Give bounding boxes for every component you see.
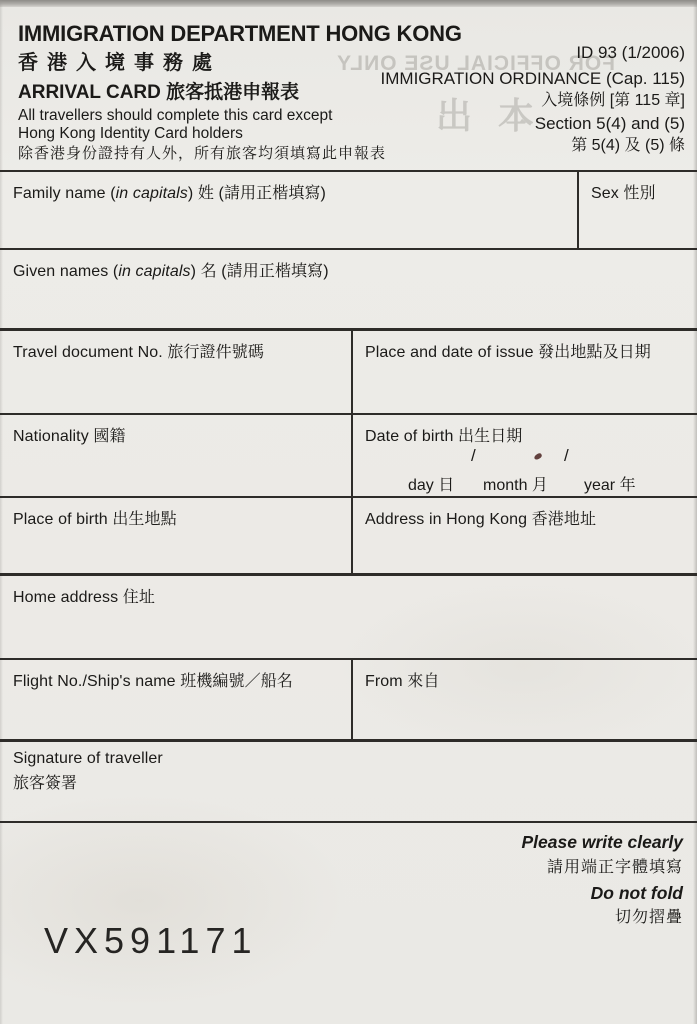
row-signature [0,742,697,823]
from-label: From 來自 [365,673,440,690]
given-names-label-pre: Given names ( [13,263,119,280]
do-not-fold-en: Do not fold [590,882,683,903]
given-names-label-italic: in capitals [118,263,191,280]
do-not-fold-zh: 切勿摺疊 [614,909,683,926]
home-address-label: Home address 住址 [13,589,155,606]
ordinance-en: IMMIGRATION ORDINANCE (Cap. 115) [380,69,685,88]
nationality-cell [0,415,353,496]
signature-label-en: Signature of traveller [13,750,163,767]
nationality-label: Nationality 國籍 [13,428,126,445]
date-of-birth-input[interactable] [353,441,697,468]
dob-month-label: month 月 [483,477,548,494]
nationality-input[interactable] [0,445,351,496]
given-names-cell [0,250,697,328]
write-clearly-zh: 請用端正字體填寫 [546,858,683,876]
instruction-line-1: All travellers should complete this card except [18,107,333,124]
instruction-line-2: Hong Kong Identity Card holders [18,125,243,142]
dob-day-label: day 日 [408,477,455,494]
place-of-birth-input[interactable] [0,528,351,573]
dob-year-label: year 年 [584,477,636,494]
flight-input[interactable] [0,690,351,739]
family-name-label-italic: in capitals [115,185,188,202]
family-name-label-pre: Family name ( [13,185,116,202]
given-names-input[interactable] [0,280,697,328]
row-nationality-dob [0,415,697,498]
dob-slash-1: / [471,446,476,465]
flight-label: Flight No./Ship's name 班機編號／船名 [13,673,293,690]
given-names-label-post: ) 名 (請用正楷填寫) [190,263,329,280]
place-date-issue-label: Place and date of issue 發出地點及日期 [365,344,651,361]
from-input[interactable] [353,690,697,739]
instruction-zh: 除香港身份證持有人外，所有旅客均須填寫此申報表 [18,145,387,162]
home-address-cell [0,576,697,658]
travel-document-label: Travel document No. 旅行證件號碼 [13,344,264,361]
given-names-label [0,250,697,281]
serial-number: VX591171 [44,920,258,961]
address-hk-input[interactable] [353,528,697,573]
footer-notes [522,834,684,935]
section-zh: 第 5(4) 及 (5) 條 [571,137,685,154]
place-date-issue-cell [353,331,697,413]
ordinance-zh: 入境條例 [第 115 章] [541,92,685,109]
family-name-input[interactable] [0,202,577,248]
official-use-watermark-zh: 出本 [436,95,561,136]
address-hk-cell [353,498,697,573]
date-of-birth-label: Date of birth 出生日期 [365,428,523,445]
sex-label: Sex 性別 [591,185,656,202]
place-date-issue-input[interactable] [353,361,697,413]
family-name-label [0,172,577,203]
from-cell [353,660,697,739]
dob-slash-2: / [564,446,569,465]
form-table [0,170,697,823]
official-use-watermark: FOR OFFICIAL USE ONLY [336,52,615,75]
header-right-block [381,44,685,154]
arrival-card-title: ARRIVAL CARD 旅客抵港申報表 [18,82,300,103]
section-en: Section 5(4) and (5) [534,114,685,133]
place-of-birth-cell [0,498,353,573]
row-given-names [0,250,697,331]
travel-document-cell [0,331,353,413]
family-name-label-post: ) 姓 (請用正楷填寫) [187,185,326,202]
row-family-name [0,172,697,250]
scan-edge-top [0,0,697,7]
flight-cell [0,660,353,739]
sex-cell [579,172,697,248]
row-flight-from [0,660,697,742]
signature-cell [0,742,697,821]
travel-document-input[interactable] [0,361,351,413]
write-clearly-en: Please write clearly [521,832,683,852]
place-of-birth-label: Place of birth 出生地點 [13,511,177,528]
department-title: IMMIGRATION DEPARTMENT HONG KONG [18,21,462,46]
date-of-birth-cell [353,415,697,496]
form-id: ID 93 (1/2006) [576,43,685,62]
row-home-address [0,576,697,660]
department-title-zh: 香港入境事務處 [18,52,221,74]
home-address-input[interactable] [0,606,697,658]
row-birthplace-address [0,498,697,576]
signature-label-zh: 旅客簽署 [13,775,78,792]
sex-input[interactable] [579,202,697,248]
address-hk-label: Address in Hong Kong 香港地址 [365,511,597,528]
row-travel-document [0,331,697,415]
family-name-cell [0,172,579,248]
signature-input[interactable] [180,742,697,821]
